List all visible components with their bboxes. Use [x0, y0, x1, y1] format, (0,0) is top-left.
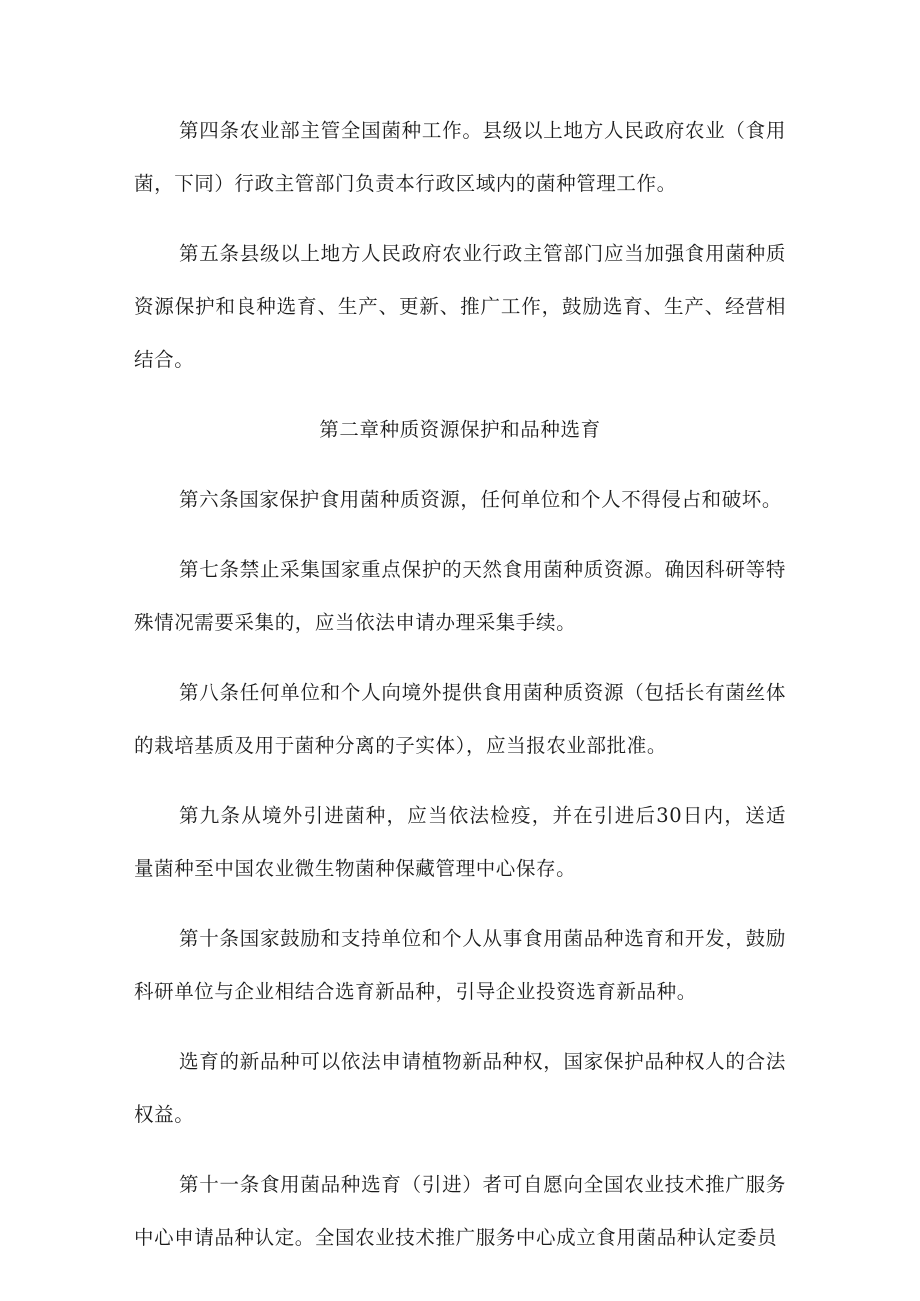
article-4-paragraph: 第四条农业部主管全国菌种工作。县级以上地方人民政府农业（食用菌，下同）行政主管部门负责本行政区域内的菌种管理工作。 — [134, 119, 786, 195]
article-11-paragraph: 第十一条食用菌品种选育（引进）者可自愿向全国农业技术推广服务中心申请品种认定。全国农业技术推广服务中心成立食用菌品种认定委员 — [134, 1173, 786, 1249]
article-10-continuation-paragraph: 选育的新品种可以依法申请植物新品种权，国家保护品种权人的合法权益。 — [134, 1050, 786, 1126]
article-8-paragraph: 第八条任何单位和个人向境外提供食用菌种质资源（包括长有菌丝体的栽培基质及用于菌种分离的子实体），应当报农业部批准。 — [134, 681, 786, 757]
document-body — [134, 104, 786, 1264]
article-6-paragraph: 第六条国家保护食用菌种质资源，任何单位和个人不得侵占和破坏。 — [179, 488, 783, 511]
article-9-paragraph: 第九条从境外引进菌种，应当依法检疫，并在引进后30日内，送适量菌种至中国农业微生物菌种保藏管理中心保存。 — [134, 804, 786, 880]
chapter-2-heading: 第二章种质资源保护和品种选育 — [319, 418, 601, 441]
article-7-paragraph: 第七条禁止采集国家重点保护的天然食用菌种质资源。确因科研等特殊情况需要采集的，应当依法申请办理采集手续。 — [134, 558, 786, 634]
article-10-paragraph: 第十条国家鼓励和支持单位和个人从事食用菌品种选育和开发，鼓励科研单位与企业相结合选育新品种，引导企业投资选育新品种。 — [134, 927, 786, 1003]
article-5-paragraph: 第五条县级以上地方人民政府农业行政主管部门应当加强食用菌种质资源保护和良种选育、生产、更新、推广工作，鼓励选育、生产、经营相结合。 — [134, 242, 786, 371]
